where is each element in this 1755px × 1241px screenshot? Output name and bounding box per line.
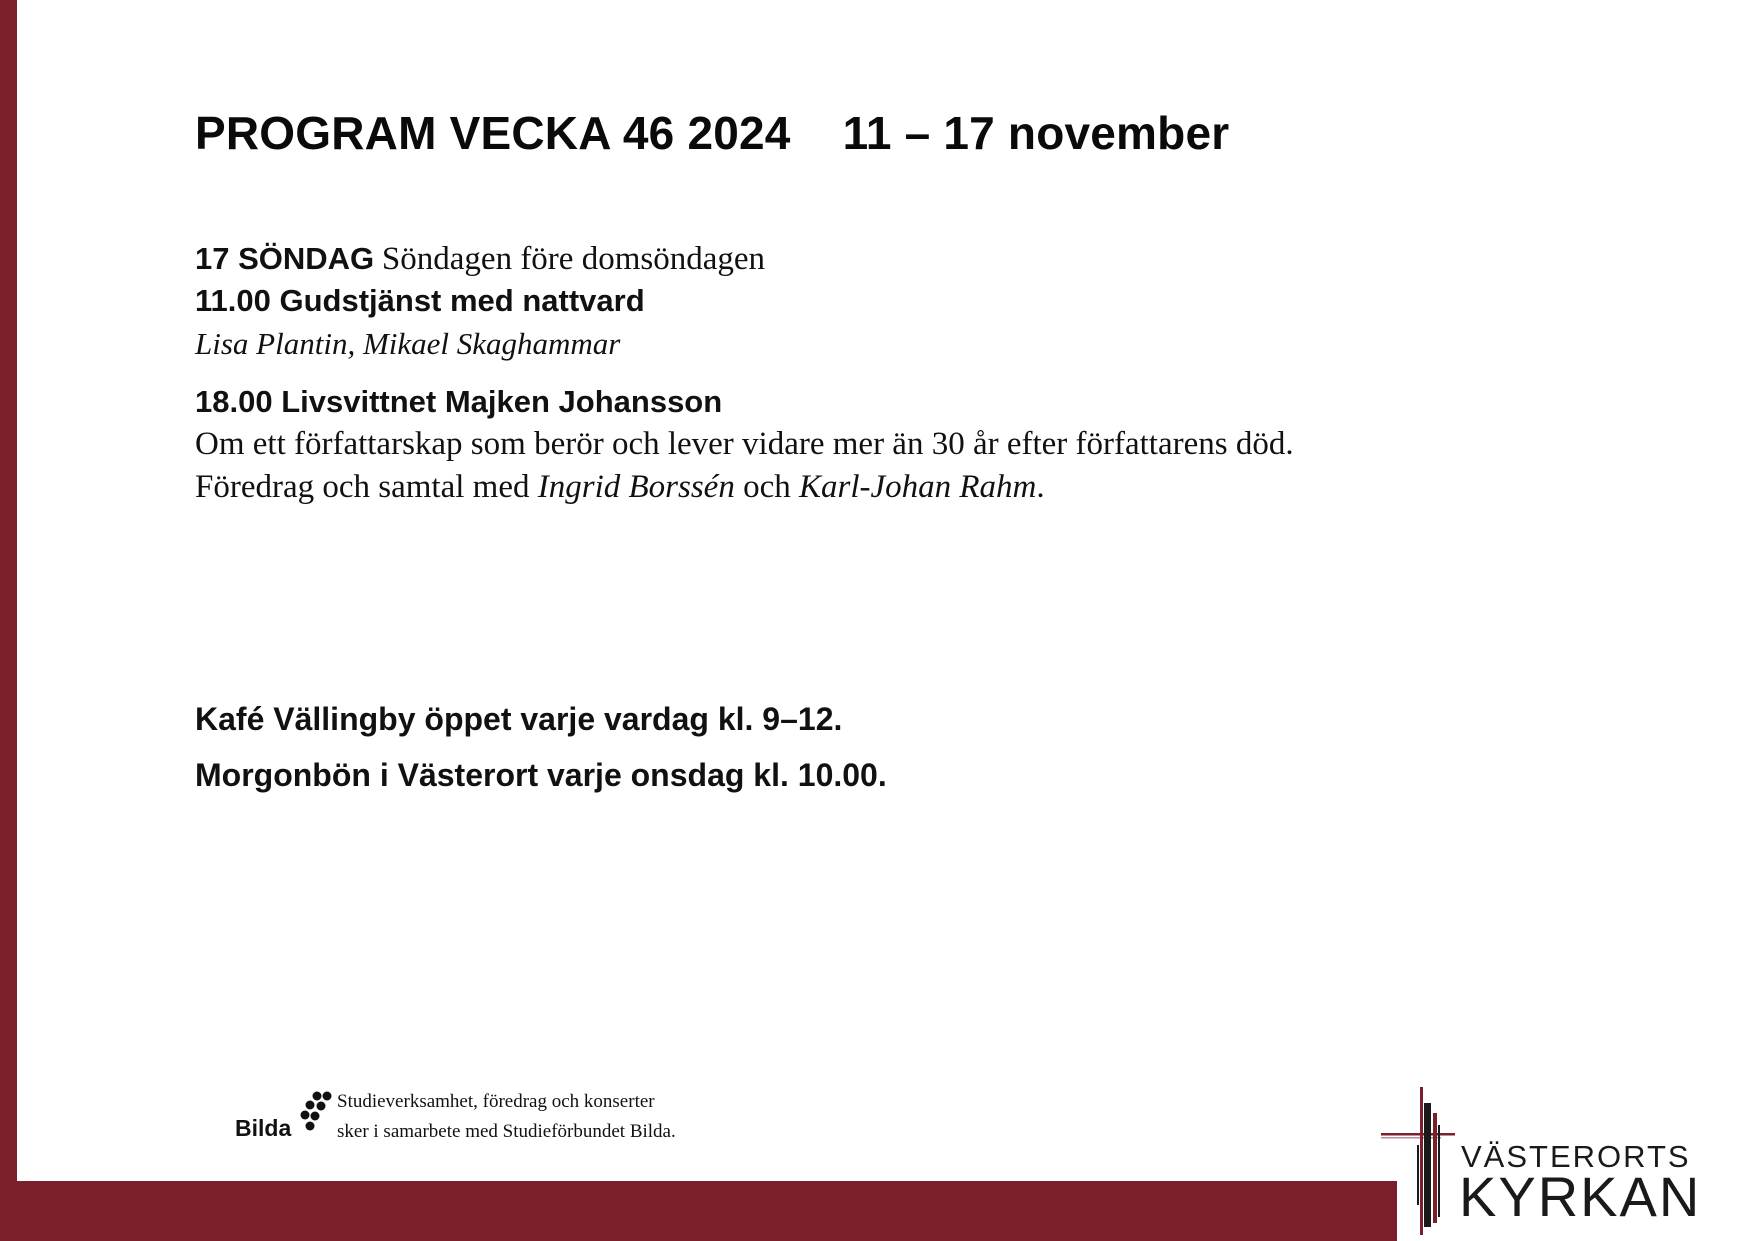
day-name: Söndagen före domsöndagen [381,241,765,277]
day-heading [195,238,1495,280]
bilda-logo-icon [297,1089,333,1133]
event-2-description: Om ett författarskap som berör och lever vidare mer än 30 år efter författarens död. [195,426,1294,462]
day-label: 17 SÖNDAG [195,241,375,276]
notice-morning-prayer: Morgonbön i Västerort varje onsdag kl. 10.00. [195,757,887,793]
cross-icon [1380,1085,1465,1235]
event-1-people: Lisa Plantin, Mikael Skaghammar [195,326,621,361]
bilda-line-1: Studieverksamhet, föredrag och konserter [337,1091,655,1112]
logo-line-2: KYRKAN [1459,1165,1702,1228]
title-program: PROGRAM VECKA 46 2024 [195,107,791,159]
bilda-footer [235,1087,795,1147]
left-accent-bar [0,0,17,1241]
bilda-line-2: sker i samarbete med Studieförbundet Bilda. [337,1121,676,1142]
speaker-2: Karl-Johan Rahm [798,469,1037,505]
bottom-accent-bar [0,1181,1397,1241]
title-dates: 11 – 17 november [842,107,1230,159]
speaker-1: Ingrid Borssén [537,469,735,505]
program-sunday [195,238,1495,509]
recurring-notices [195,700,887,812]
event-2-speakers [195,466,1495,509]
bilda-logo-text: Bilda [235,1115,292,1141]
speakers-prefix: Föredrag och samtal med [195,469,530,505]
speakers-end: . [1036,469,1045,505]
notice-cafe: Kafé Vällingby öppet varje vardag kl. 9–12. [195,701,843,737]
page-title [195,107,1230,159]
logo-line-1: VÄSTERORTS [1461,1139,1691,1174]
bilda-statement [337,1087,676,1147]
vasterorts-kyrkan-logo [1380,1085,1730,1235]
event-2-title: 18.00 Livsvittnet Majken Johansson [195,384,723,419]
speakers-and: och [743,469,791,505]
event-1-title: 11.00 Gudstjänst med nattvard [195,283,645,318]
